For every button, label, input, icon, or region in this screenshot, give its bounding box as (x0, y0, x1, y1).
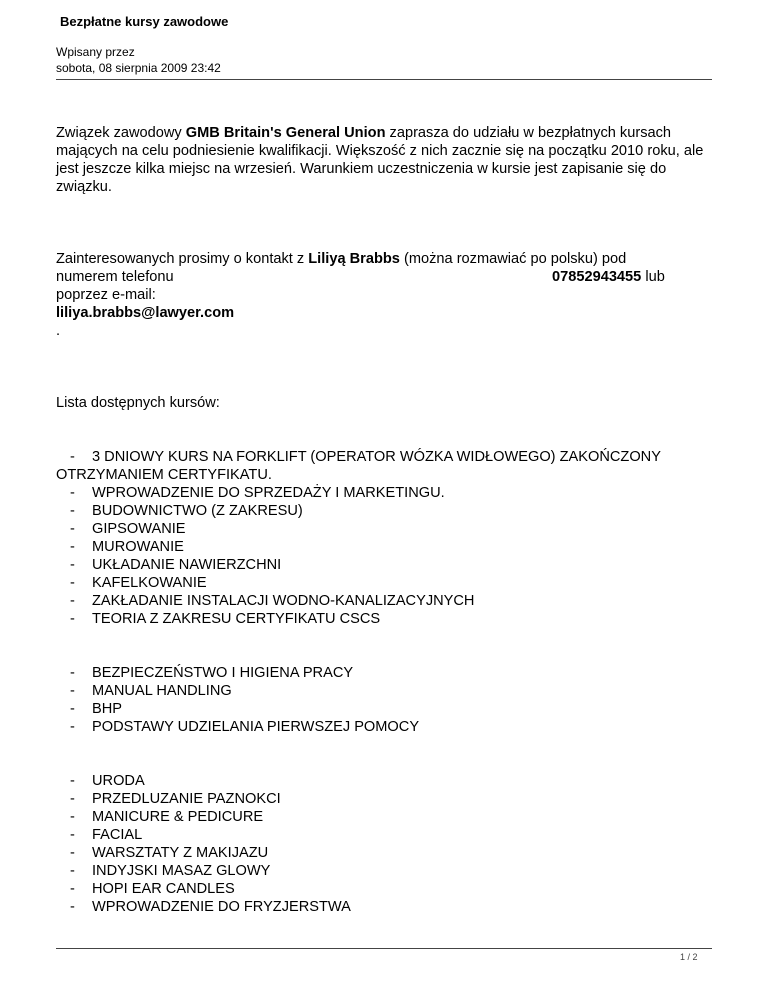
footer-divider (56, 948, 712, 949)
course-item (56, 826, 716, 844)
course-name: BEZPIECZEŃSTWO I HIGIENA PRACY (92, 665, 354, 681)
list-dash: - (70, 791, 75, 807)
page-number: 1 / 2 (680, 952, 698, 962)
list-dash: - (70, 521, 75, 537)
list-dash: - (70, 611, 75, 627)
intro-paragraph (56, 124, 716, 196)
course-item (56, 772, 716, 790)
phone-label: numerem telefonu (56, 269, 174, 285)
course-name: FACIAL (92, 827, 143, 843)
contact-dot: . (56, 323, 61, 339)
course-group-1 (56, 448, 716, 628)
course-item (56, 880, 716, 898)
list-dash: - (70, 863, 75, 879)
intro-text-1: Związek zawodowy (56, 125, 186, 141)
course-item (56, 718, 716, 736)
course-name: URODA (92, 773, 145, 789)
list-dash: - (70, 827, 75, 843)
course-item (56, 898, 716, 916)
article-body (56, 124, 716, 916)
course-item (56, 808, 716, 826)
course-item (56, 448, 716, 484)
article-title: Bezpłatne kursy zawodowe (60, 14, 229, 29)
list-dash: - (70, 557, 75, 573)
union-name: GMB Britain's General Union (185, 125, 386, 141)
article-meta (56, 44, 221, 76)
course-name: KAFELKOWANIE (92, 575, 207, 591)
course-name: PODSTAWY UDZIELANIA PIERWSZEJ POMOCY (92, 719, 420, 735)
course-item (56, 574, 716, 592)
course-item (56, 502, 716, 520)
list-dash: - (70, 539, 75, 555)
contact-name: Liliyą Brabbs (308, 251, 400, 267)
course-name: INDYJSKI MASAZ GLOWY (92, 863, 271, 879)
courses-title: Lista dostępnych kursów: (56, 395, 220, 411)
list-dash: - (70, 701, 75, 717)
list-dash: - (70, 575, 75, 591)
list-dash: - (70, 449, 75, 465)
course-group-3 (56, 772, 716, 916)
course-group-2 (56, 664, 716, 736)
course-item (56, 520, 716, 538)
course-name: ZAKŁADANIE INSTALACJI WODNO-KANALIZACYJNYCH (92, 593, 475, 609)
course-name: 3 DNIOWY KURS NA FORKLIFT (OPERATOR WÓZKA WIDŁOWEGO) ZAKOŃCZONY OTRZYMANIEM CERTYFIKATU. (56, 449, 661, 483)
list-dash: - (70, 503, 75, 519)
list-dash: - (70, 593, 75, 609)
course-name: BUDOWNICTWO (Z ZAKRESU) (92, 503, 303, 519)
list-dash: - (70, 665, 75, 681)
list-dash: - (70, 683, 75, 699)
course-name: WARSZTATY Z MAKIJAZU (92, 845, 269, 861)
author-label: Wpisany przez (56, 45, 135, 59)
course-name: WPROWADZENIE DO FRYZJERSTWA (92, 899, 351, 915)
course-item (56, 664, 716, 682)
course-name: HOPI EAR CANDLES (92, 881, 235, 897)
intro-text-2: zaprasza do udziału w bezpłatnych kursach mających na celu podniesienie kwalifikacji. Większość z nich zacznie się na początku 2010 roku, ale jest jeszcze kilka miejsc na wrzesień. Warunkiem uczestniczenia w kursie jest zapisanie się do związku. (56, 125, 704, 195)
course-item (56, 790, 716, 808)
course-item (56, 484, 716, 502)
course-item (56, 556, 716, 574)
list-dash: - (70, 719, 75, 735)
contact-paragraph (56, 250, 716, 268)
list-dash: - (70, 881, 75, 897)
publish-date: sobota, 08 sierpnia 2009 23:42 (56, 61, 221, 75)
course-name: PRZEDLUZANIE PAZNOKCI (92, 791, 281, 807)
email-address[interactable] (56, 304, 716, 322)
contact-text-1: Zainteresowanych prosimy o kontakt z (56, 251, 309, 267)
course-name: WPROWADZENIE DO SPRZEDAŻY I MARKETINGU. (92, 485, 445, 501)
course-item (56, 700, 716, 718)
list-dash: - (70, 485, 75, 501)
email-label: poprzez e-mail: (56, 287, 156, 303)
email-link[interactable]: liliya.brabbs@lawyer.com (56, 305, 235, 321)
list-dash: - (70, 773, 75, 789)
course-item (56, 682, 716, 700)
list-dash: - (70, 845, 75, 861)
course-item (56, 862, 716, 880)
phone-number: 07852943455 (552, 269, 642, 285)
course-name: UKŁADANIE NAWIERZCHNI (92, 557, 282, 573)
course-name: BHP (92, 701, 123, 717)
header-divider (56, 79, 712, 80)
course-item (56, 592, 716, 610)
list-dash: - (70, 899, 75, 915)
contact-text-2: (można rozmawiać po polsku) pod (399, 251, 627, 267)
course-name: TEORIA Z ZAKRESU CERTYFIKATU CSCS (92, 611, 381, 627)
course-name: MANICURE & PEDICURE (92, 809, 264, 825)
course-item (56, 610, 716, 628)
course-item (56, 844, 716, 862)
course-item (56, 538, 716, 556)
course-groups (56, 448, 716, 916)
course-name: MUROWANIE (92, 539, 184, 555)
or-text: lub (641, 269, 665, 285)
phone-line (56, 268, 716, 286)
list-dash: - (70, 809, 75, 825)
course-name: GIPSOWANIE (92, 521, 186, 537)
course-name: MANUAL HANDLING (92, 683, 232, 699)
